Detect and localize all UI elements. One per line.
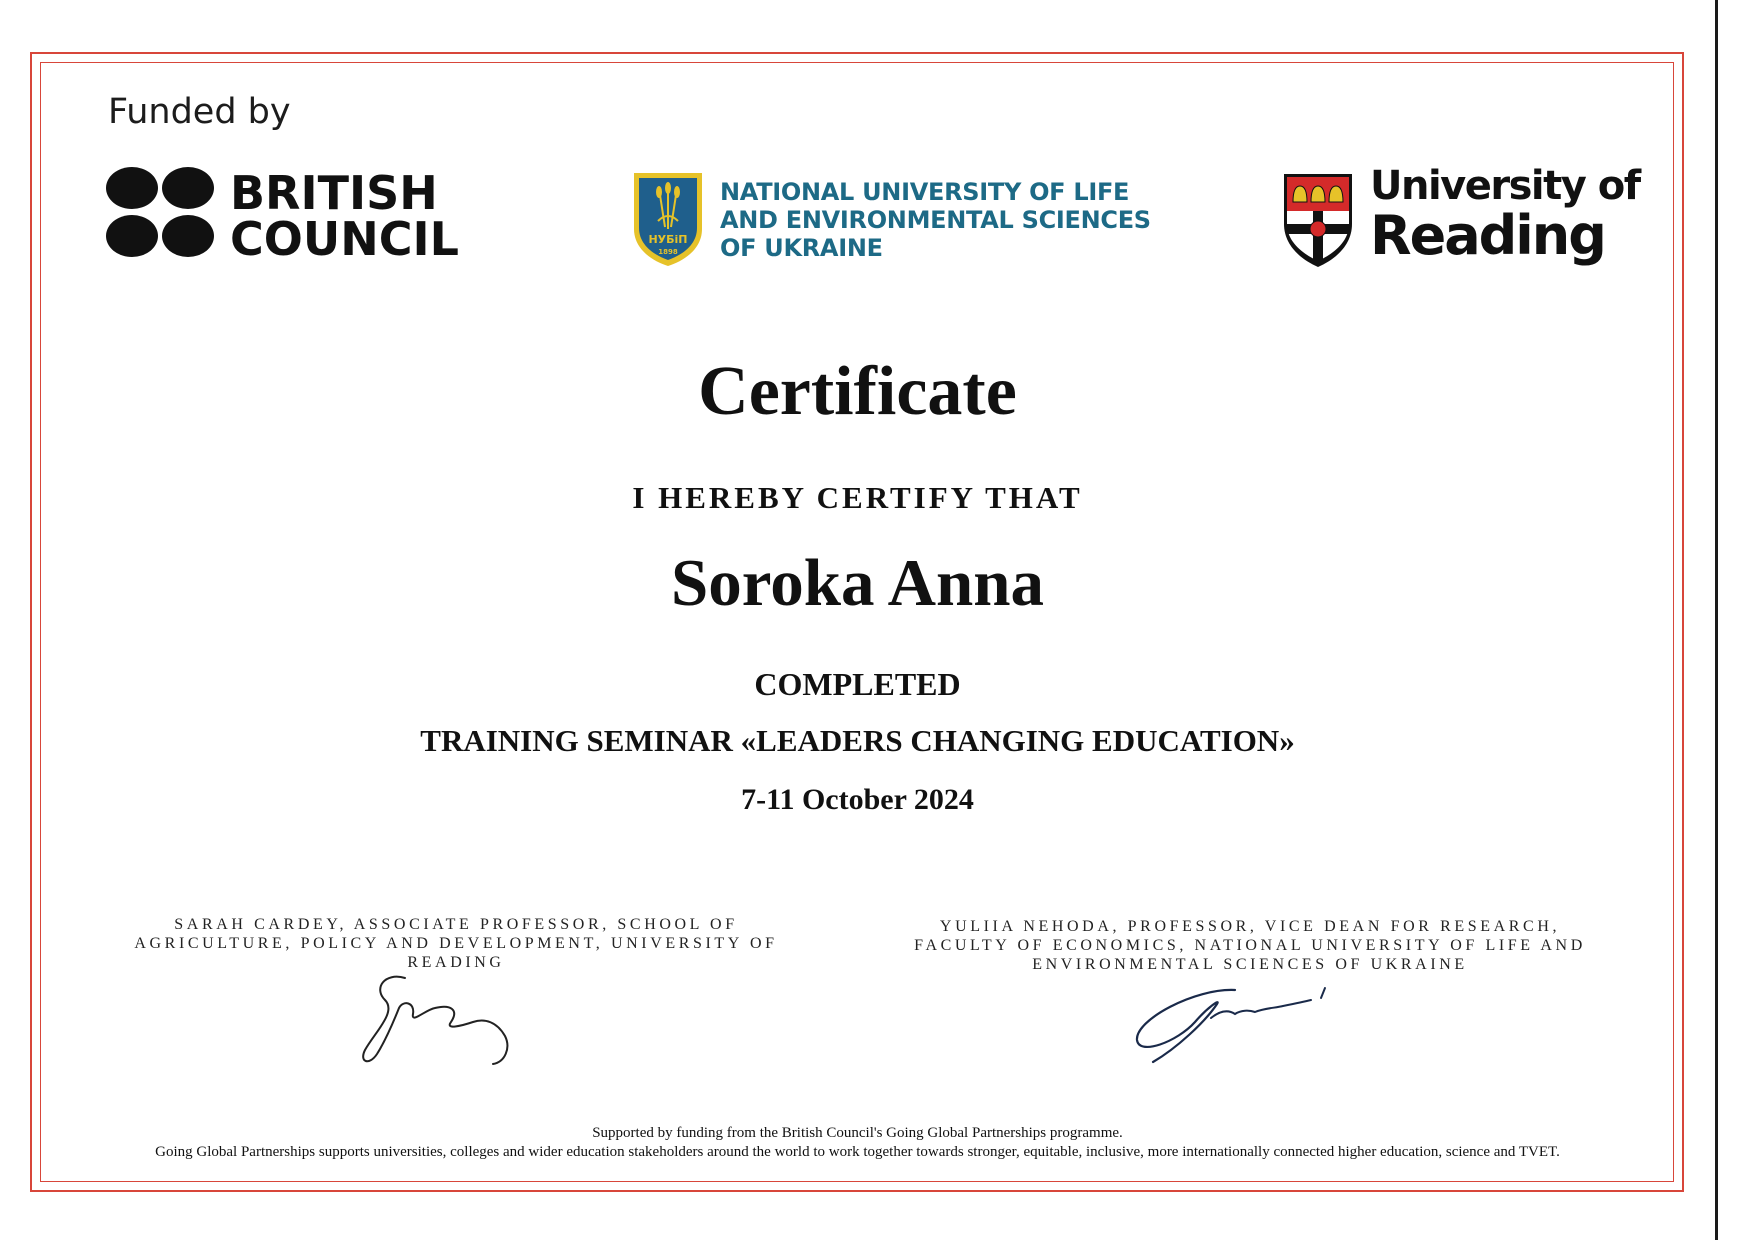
signatory-right-line3: ENVIRONMENTAL SCIENCES OF UKRAINE (1032, 956, 1468, 973)
reading-wordmark: University of Reading (1370, 163, 1640, 267)
nubip-shield-icon (632, 171, 704, 268)
svg-text:1898: 1898 (658, 248, 678, 256)
svg-text:НУБіП: НУБіП (648, 233, 688, 246)
signatory-left (100, 915, 812, 972)
recipient-name: Soroka Anna (670, 546, 1044, 620)
signature-right (1125, 980, 1375, 1065)
british-council-wordmark: BRITISH COUNCIL (230, 166, 459, 266)
certificate-title: Certificate (698, 353, 1017, 430)
program-name: TRAINING SEMINAR «LEADERS CHANGING EDUCATION» (420, 723, 1295, 758)
footer-funding-note: Supported by funding from the British Council's Going Global Partnerships programme. (592, 1125, 1123, 1141)
signature-left (355, 970, 565, 1070)
funded-by-label: Funded by (108, 92, 291, 132)
completion-status: COMPLETED (754, 666, 961, 702)
certify-statement: I HEREBY CERTIFY THAT (632, 480, 1083, 515)
nubip-wordmark: NATIONAL UNIVERSITY OF LIFE AND ENVIRONMENTAL SCIENCES OF UKRAINE (720, 178, 1151, 262)
scan-edge (1715, 0, 1718, 1240)
reading-crest-icon (1282, 172, 1354, 270)
signatory-left-line1: SARAH CARDEY, ASSOCIATE PROFESSOR, SCHOOL OF (174, 916, 738, 933)
signatory-right-line1: YULIIA NEHODA, PROFESSOR, VICE DEAN FOR RESEARCH, (939, 918, 1561, 935)
signatory-left-line3: READING (407, 954, 505, 971)
signatory-left-line2: AGRICULTURE, POLICY AND DEVELOPMENT, UNIVERSITY OF (134, 935, 778, 952)
british-council-dots-icon (106, 166, 216, 262)
signatory-right (870, 917, 1630, 974)
footer-programme-description: Going Global Partnerships supports universities, colleges and wider education stakeholders around the world to work together towards stronger, equitable, inclusive, more internationally connected higher education, science and TVET. (155, 1144, 1560, 1160)
program-date: 7-11 October 2024 (741, 783, 974, 816)
signatory-right-line2: FACULTY OF ECONOMICS, NATIONAL UNIVERSITY OF LIFE AND (914, 937, 1586, 954)
